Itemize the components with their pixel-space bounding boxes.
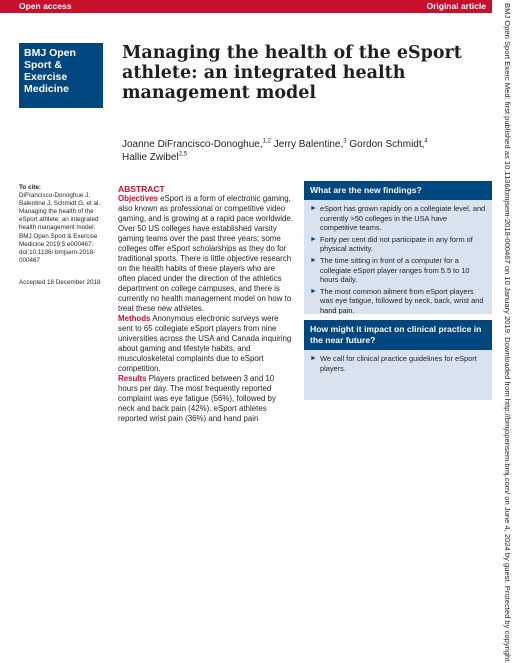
objectives-label: Objectives <box>118 194 158 203</box>
open-access-label: Open access <box>19 1 72 11</box>
clinical-impact-list <box>304 350 492 379</box>
accepted-date: Accepted 18 December 2018 <box>19 278 101 286</box>
triangle-bullet-icon: ► <box>310 235 317 243</box>
triangle-bullet-icon: ► <box>310 355 317 362</box>
objectives-text: eSport is a form of electronic gaming, also known as professional or competitive video gaming, and is growing at a rapid pace worldwide. Over 50 US colleges have established varsity gaming teams over the past three years; some colleges offer eSport scholarships as they do for traditional sports. There is little objective research on the health habits of these players who are often placed under the direction of the athletics department on college campuses, and there is currently no health management model on how to treat these new athletes. <box>118 194 294 313</box>
article-title: Managing the health of the eSport athlete: an integrated health management model <box>122 43 462 103</box>
triangle-bullet-icon: ► <box>310 205 317 212</box>
author-affiliation: 4 <box>424 138 428 145</box>
cite-label: To cite: <box>19 184 41 191</box>
logo-line: Exercise <box>24 71 68 83</box>
cite-text: DiFrancisco-Donoghue J, Balentine J, Schmidt G, et al. Managing the health of the eSport athlete: an integrated health management model. BMJ Open Sport & Exercise Medicine 2019;5:e000467. doi:10.1136/ bmjsem-2018-000467 <box>19 192 101 264</box>
citation-sidebar <box>19 184 107 287</box>
list-item <box>310 354 486 373</box>
new-findings-box <box>304 181 492 314</box>
list-item-text: We call for clinical practice guidelines for eSport players. <box>320 354 477 373</box>
author-name: Gordon Schmidt, <box>346 139 425 150</box>
author-affiliation: 3 <box>343 138 347 145</box>
abstract-objectives <box>118 194 293 314</box>
abstract-methods <box>118 314 293 374</box>
journal-logo <box>19 43 103 108</box>
abstract-heading: ABSTRACT <box>118 184 165 194</box>
logo-line: BMJ Open <box>24 47 76 59</box>
list-item <box>310 287 486 316</box>
clinical-impact-box <box>304 320 492 400</box>
list-item <box>310 256 486 285</box>
article-type-label: Original article <box>426 1 486 11</box>
results-label: Results <box>118 374 147 383</box>
methods-text: Anonymous electronic surveys were sent to 65 collegiate eSport players from nine universities across the USA and Canada inquiring about gaming and lifestyle habits, and musculoskeletal complaints due to eSport competition. <box>118 314 292 373</box>
triangle-bullet-icon: ► <box>310 287 317 295</box>
abstract-section <box>118 184 293 424</box>
author-name: Jerry Balentine, <box>270 139 344 150</box>
abstract-results <box>118 374 293 424</box>
list-item <box>310 235 486 254</box>
results-text: Players practiced between 3 and 10 hours per day. The most frequently reported complaint was eye fatigue (56%), followed by neck and back pain (42%). eSport athletes reported wrist pain (36%) and hand pain <box>118 374 276 423</box>
list-item-text: The time sitting in front of a computer for a collegiate eSport player ranges from 5.5 to 10 hours daily. <box>320 255 470 285</box>
logo-line: Sport & <box>24 59 62 71</box>
triangle-bullet-icon: ► <box>310 256 317 264</box>
author-affiliation: 2,5 <box>178 151 188 158</box>
logo-line: Medicine <box>24 83 69 95</box>
clinical-impact-title: How might it impact on clinical practice in the near future? <box>304 320 492 350</box>
top-banner <box>0 0 492 13</box>
author-name: Joanne DiFrancisco-Donoghue, <box>122 139 263 150</box>
vertical-copyright-strip <box>500 0 514 663</box>
new-findings-title: What are the new findings? <box>304 181 492 200</box>
list-item-text: Forty per cent did not participate in any form of physical activity. <box>320 234 473 254</box>
list-item <box>310 204 486 233</box>
author-affiliation: 1,2 <box>262 138 271 145</box>
author-name: Hallie Zwibel <box>122 152 179 163</box>
new-findings-list <box>304 200 492 322</box>
list-item-text: eSport has grown rapidly on a collegiate level, and currently >50 colleges in the USA have competitive teams. <box>320 204 486 233</box>
list-item-text: The most common ailment from eSport players was eye fatigue, followed by neck, back, wrist and hand pain. <box>320 286 484 315</box>
vertical-copyright-text: BMJ Open Sport Exerc Med: first published as 10.1136/bmjsem-2018-000467 on 10 January 2019. Downloaded from http://bmjopensem.bmj.com/ on June 4, 2024 by guest. Protected by copyright. <box>503 3 512 663</box>
author-list <box>122 138 472 164</box>
methods-label: Methods <box>118 314 151 323</box>
